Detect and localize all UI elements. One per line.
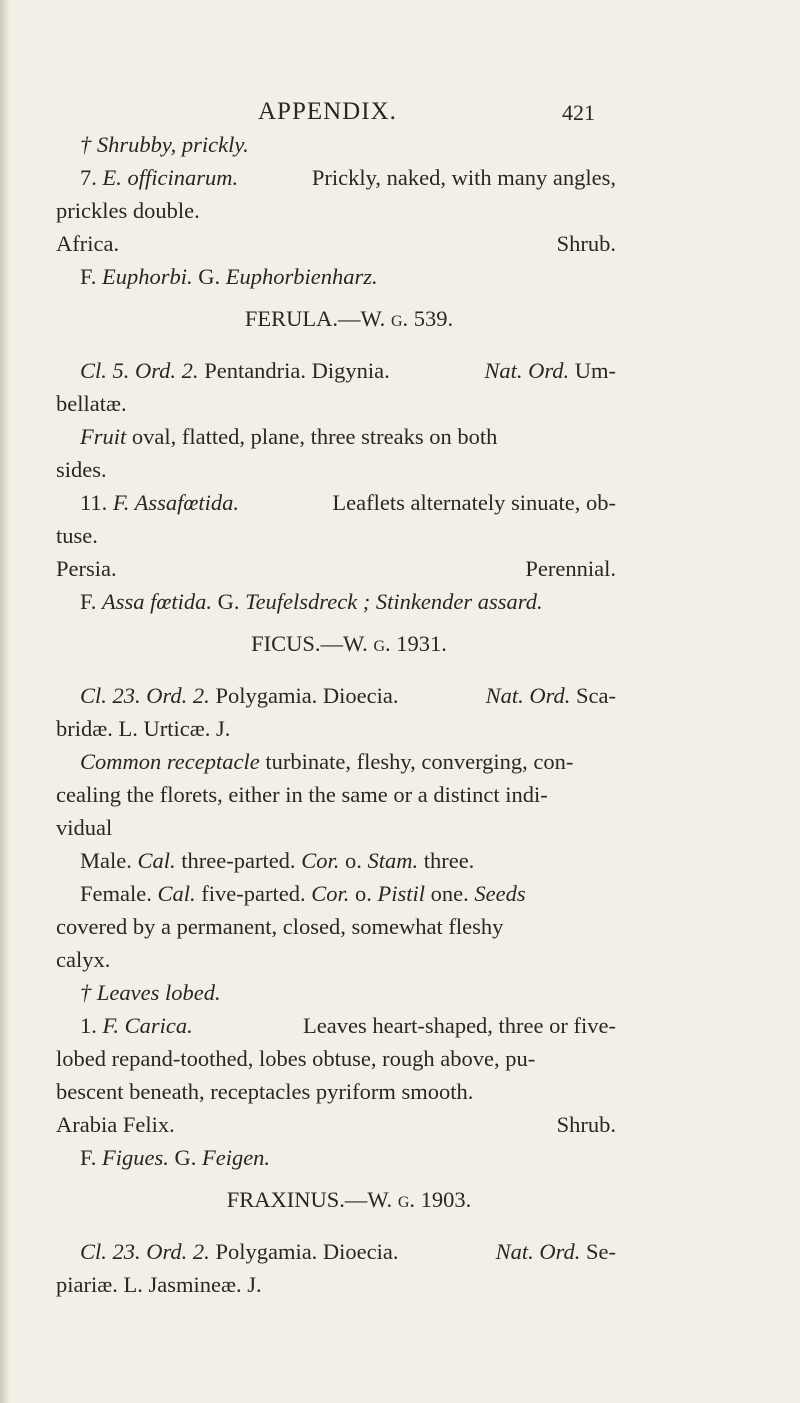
genus-heading-fraxinus: FRAXINUS.—W. g. 1903.	[226, 1187, 472, 1212]
ferula-fruit-line1: Fruit oval, flatted, plane, three streaks on both	[80, 424, 498, 449]
genus-heading-ficus: FICUS.—W. g. 1931.	[251, 631, 447, 656]
habitat-row: Arabia Felix. Shrub.	[56, 1112, 616, 1137]
page-number: 421	[562, 100, 595, 125]
ficus-receptacle-line3: vidual	[56, 815, 113, 840]
fraxinus-class-line2: piariæ. L. Jasmineæ. J.	[56, 1272, 262, 1297]
ficus-seeds-line2: calyx.	[56, 947, 111, 972]
ferula-fruit-line2: sides.	[56, 457, 107, 482]
ficus-class-line1: Cl. 23. Ord. 2. Polygamia. Dioecia. Nat. Ord. Sca-	[80, 683, 616, 708]
page-edge-shadow	[0, 0, 10, 1403]
entry-carica-line1: 1. F. Carica. Leaves heart-shaped, three or five-	[80, 1013, 616, 1038]
ficus-class-line2: bridæ. L. Urticæ. J.	[56, 716, 231, 741]
entry-carica-line3: bescent beneath, receptacles pyriform smooth.	[56, 1079, 474, 1104]
entry-assafoetida-line1: 11. F. Assafœtida. Leaflets alternately sinuate, ob-	[80, 490, 616, 515]
entry-officinarum-line1: 7. E. officinarum. Prickly, naked, with many angles,	[80, 165, 616, 190]
page-body	[56, 128, 616, 1301]
ficus-receptacle-line1: Common receptacle turbinate, fleshy, converging, con-	[80, 749, 574, 774]
running-header	[0, 98, 800, 132]
habitat-row: Persia. Perennial.	[56, 556, 616, 581]
section-shrubby-prickly: † Shrubby, prickly.	[80, 132, 249, 157]
fraxinus-class-line1: Cl. 23. Ord. 2. Polygamia. Dioecia. Nat. Ord. Se-	[80, 1239, 616, 1264]
ferula-class-line2: bellatæ.	[56, 391, 127, 416]
ficus-receptacle-line2: cealing the florets, either in the same or a distinct indi-	[56, 782, 548, 807]
common-names: F. Figues. G. Feigen.	[80, 1145, 271, 1170]
ficus-male-line: Male. Cal. three-parted. Cor. o. Stam. three.	[80, 848, 475, 873]
entry-officinarum-line2: prickles double.	[56, 198, 200, 223]
genus-heading-ferula: FERULA.—W. g. 539.	[244, 306, 454, 331]
common-names: F. Assa fœtida. G. Teufelsdreck ; Stinkender assard.	[80, 589, 543, 614]
common-names: F. Euphorbi. G. Euphorbienharz.	[80, 264, 378, 289]
ficus-seeds-line1: covered by a permanent, closed, somewhat fleshy	[56, 914, 504, 939]
entry-carica-line2: lobed repand-toothed, lobes obtuse, rough above, pu-	[56, 1046, 536, 1071]
ficus-female-line: Female. Cal. five-parted. Cor. o. Pistil one. Seeds	[80, 881, 526, 906]
habitat-row: Africa. Shrub.	[56, 231, 616, 256]
entry-assafoetida-line2: tuse.	[56, 523, 98, 548]
header-title: APPENDIX.	[258, 98, 397, 125]
ferula-class-line1: Cl. 5. Ord. 2. Pentandria. Digynia. Nat. Ord. Um-	[80, 358, 616, 383]
section-leaves-lobed: † Leaves lobed.	[80, 980, 221, 1005]
